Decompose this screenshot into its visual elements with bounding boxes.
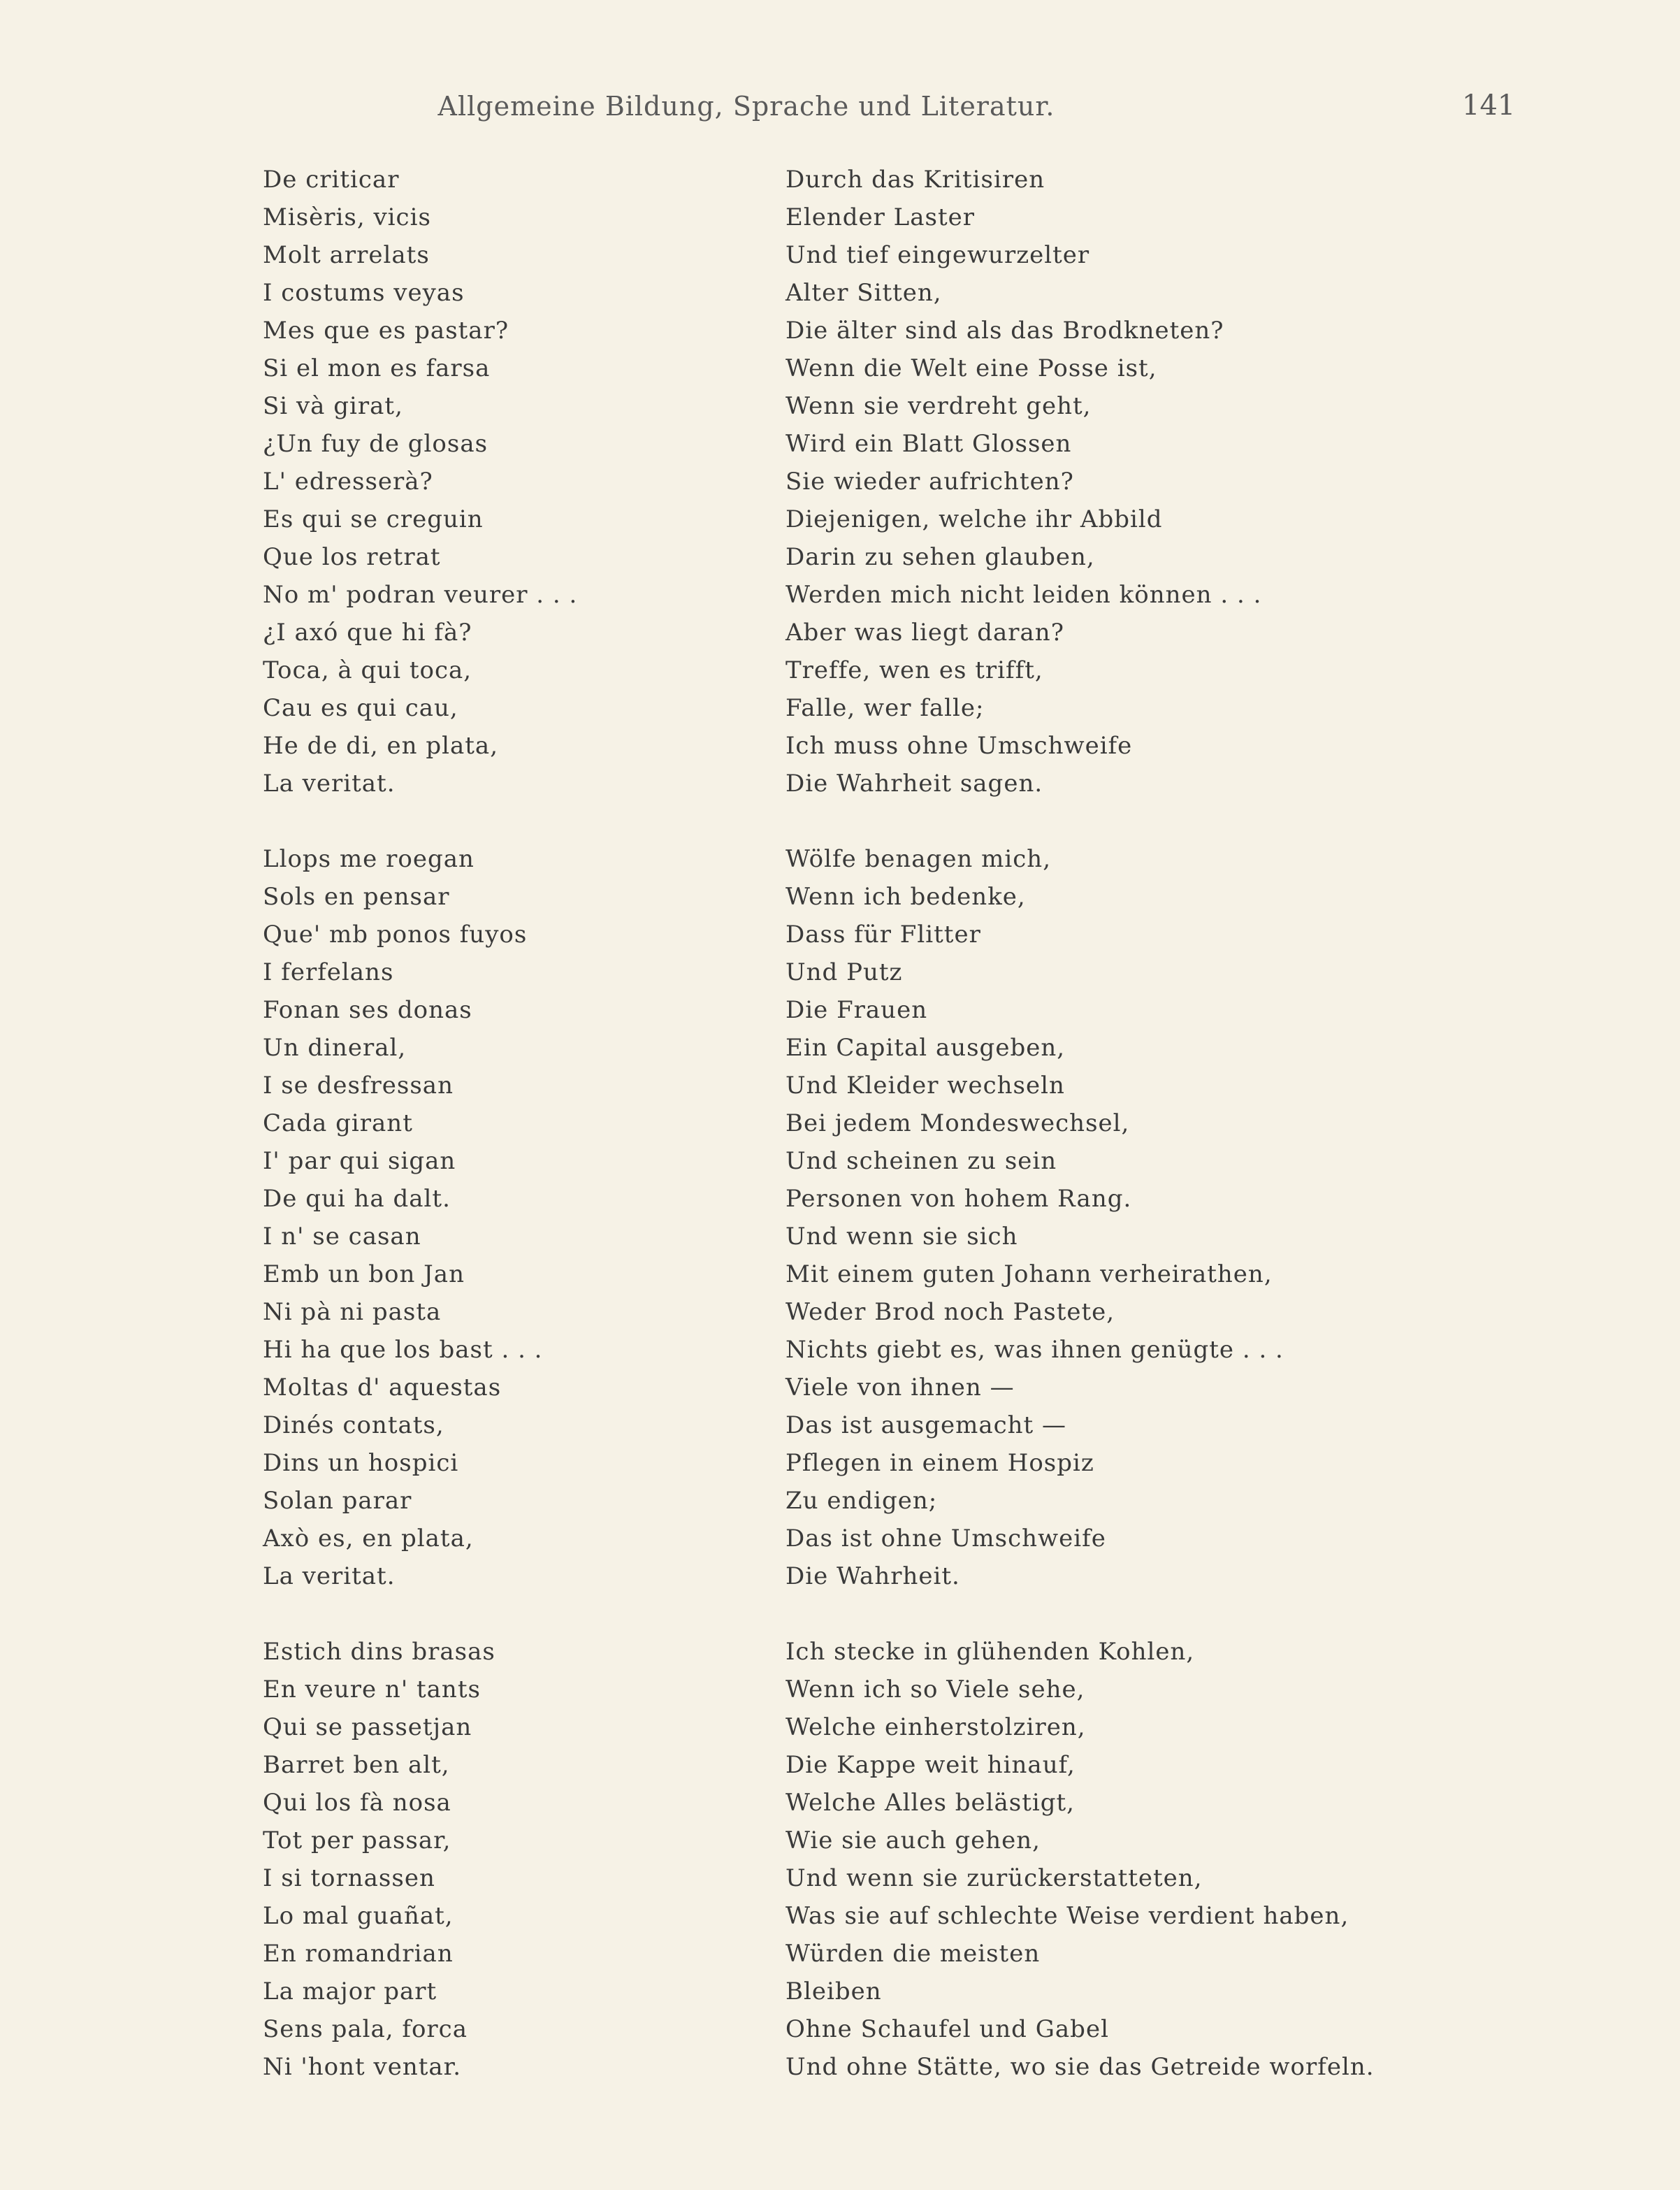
catalan-verse: Sols en pensar <box>263 883 450 911</box>
poem-stanzas <box>0 161 1680 2124</box>
german-verse: Was sie auf schlechte Weise verdient haben, <box>785 1902 1349 1930</box>
catalan-verse: Dins un hospici <box>263 1449 459 1477</box>
catalan-verse: I n' se casan <box>263 1223 421 1251</box>
verse-line <box>0 463 1680 500</box>
catalan-verse: Mes que es pastar? <box>263 317 509 345</box>
german-verse: Pflegen in einem Hospiz <box>785 1449 1094 1477</box>
verse-line <box>0 991 1680 1029</box>
german-verse: Welche Alles belästigt, <box>785 1789 1075 1817</box>
verse-line <box>0 1180 1680 1218</box>
catalan-verse: No m' podran veurer . . . <box>263 581 578 609</box>
german-verse: Bei jedem Mondeswechsel, <box>785 1109 1130 1137</box>
verse-line <box>0 1822 1680 1859</box>
verse-line <box>0 2048 1680 2086</box>
german-verse: Weder Brod noch Pastete, <box>785 1298 1115 1326</box>
catalan-verse: Qui se passetjan <box>263 1713 472 1741</box>
catalan-verse: La major part <box>263 1978 437 2005</box>
verse-line <box>0 1671 1680 1708</box>
verse-line <box>0 1142 1680 1180</box>
german-verse: Zu endigen; <box>785 1487 938 1515</box>
catalan-verse: Emb un bon Jan <box>263 1260 465 1288</box>
german-verse: Wenn ich bedenke, <box>785 883 1026 911</box>
stanza <box>0 161 1680 802</box>
german-verse: Treffe, wen es trifft, <box>785 656 1043 684</box>
catalan-verse: Moltas d' aquestas <box>263 1374 502 1402</box>
german-verse: Wölfe benagen mich, <box>785 845 1052 873</box>
catalan-verse: Toca, à qui toca, <box>263 656 472 684</box>
verse-line <box>0 1218 1680 1255</box>
verse-line <box>0 1369 1680 1406</box>
german-verse: Und tief eingewurzelter <box>785 241 1090 269</box>
german-verse: Falle, wer falle; <box>785 694 985 722</box>
german-verse: Wenn die Welt eine Posse ist, <box>785 354 1157 382</box>
catalan-verse: Sens pala, forca <box>263 2015 468 2043</box>
verse-line <box>0 1935 1680 1973</box>
verse-line <box>0 274 1680 312</box>
verse-line <box>0 1633 1680 1671</box>
german-verse: Und Kleider wechseln <box>785 1072 1065 1100</box>
page-number: 141 <box>1462 89 1516 122</box>
verse-line <box>0 689 1680 727</box>
german-verse: Die Wahrheit sagen. <box>785 770 1043 798</box>
german-verse: Wird ein Blatt Glossen <box>785 430 1072 458</box>
catalan-verse: Llops me roegan <box>263 845 475 873</box>
german-verse: Elender Laster <box>785 203 975 231</box>
catalan-verse: Si el mon es farsa <box>263 354 491 382</box>
german-verse: Das ist ausgemacht — <box>785 1411 1067 1439</box>
catalan-verse: Molt arrelats <box>263 241 430 269</box>
catalan-verse: En romandrian <box>263 1940 454 1968</box>
verse-line <box>0 1897 1680 1935</box>
verse-line <box>0 236 1680 274</box>
german-verse: Die Frauen <box>785 996 928 1024</box>
stanza <box>0 1633 1680 2086</box>
catalan-verse: ¿I axó que hi fà? <box>263 619 472 647</box>
catalan-verse: Ni pà ni pasta <box>263 1298 442 1326</box>
verse-line <box>0 1557 1680 1595</box>
catalan-verse: Estich dins brasas <box>263 1638 495 1666</box>
catalan-verse: Hi ha que los bast . . . <box>263 1336 543 1364</box>
catalan-verse: I se desfressan <box>263 1072 454 1100</box>
german-verse: Diejenigen, welche ihr Abbild <box>785 505 1163 533</box>
catalan-verse: La veritat. <box>263 770 396 798</box>
verse-line <box>0 878 1680 916</box>
catalan-verse: Cau es qui cau, <box>263 694 458 722</box>
verse-line <box>0 387 1680 425</box>
verse-line <box>0 1255 1680 1293</box>
verse-line <box>0 614 1680 651</box>
verse-line <box>0 953 1680 991</box>
verse-line <box>0 1104 1680 1142</box>
verse-line <box>0 538 1680 576</box>
german-verse: Ohne Schaufel und Gabel <box>785 2015 1109 2043</box>
catalan-verse: Que los retrat <box>263 543 441 571</box>
verse-line <box>0 1973 1680 2010</box>
catalan-verse: Qui los fà nosa <box>263 1789 451 1817</box>
german-verse: Alter Sitten, <box>785 279 942 307</box>
verse-line <box>0 1406 1680 1444</box>
verse-line <box>0 1331 1680 1369</box>
verse-line <box>0 916 1680 953</box>
verse-line <box>0 1746 1680 1784</box>
german-verse: Sie wieder aufrichten? <box>785 468 1074 496</box>
verse-line <box>0 2010 1680 2048</box>
german-verse: Wenn sie verdreht geht, <box>785 392 1092 420</box>
german-verse: Die Kappe weit hinauf, <box>785 1751 1076 1779</box>
verse-line <box>0 1482 1680 1520</box>
verse-line <box>0 1029 1680 1067</box>
catalan-verse: De qui ha dalt. <box>263 1185 451 1213</box>
verse-line <box>0 161 1680 199</box>
catalan-verse: Fonan ses donas <box>263 996 472 1024</box>
catalan-verse: De criticar <box>263 166 400 194</box>
catalan-verse: Tot per passar, <box>263 1827 451 1854</box>
verse-line <box>0 1784 1680 1822</box>
german-verse: Und scheinen zu sein <box>785 1147 1057 1175</box>
german-verse: Und wenn sie sich <box>785 1223 1018 1251</box>
german-verse: Und Putz <box>785 958 903 986</box>
verse-line <box>0 1293 1680 1331</box>
catalan-verse: I' par qui sigan <box>263 1147 456 1175</box>
catalan-verse: Misèris, vicis <box>263 203 431 231</box>
catalan-verse: I ferfelans <box>263 958 394 986</box>
catalan-verse: Solan parar <box>263 1487 412 1515</box>
verse-line <box>0 312 1680 350</box>
verse-line <box>0 765 1680 802</box>
catalan-verse: Cada girant <box>263 1109 413 1137</box>
german-verse: Die Wahrheit. <box>785 1562 960 1590</box>
german-verse: Darin zu sehen glauben, <box>785 543 1095 571</box>
catalan-verse: Lo mal guañat, <box>263 1902 454 1930</box>
german-verse: Würden die meisten <box>785 1940 1041 1968</box>
german-verse: Durch das Kritisiren <box>785 166 1045 194</box>
german-verse: Und ohne Stätte, wo sie das Getreide worfeln. <box>785 2053 1375 2081</box>
catalan-verse: Axò es, en plata, <box>263 1525 474 1553</box>
verse-line <box>0 1520 1680 1557</box>
running-title: Allgemeine Bildung, Sprache und Literatur. <box>437 91 1055 122</box>
catalan-verse: La veritat. <box>263 1562 396 1590</box>
verse-line <box>0 1708 1680 1746</box>
catalan-verse: L' edresserà? <box>263 468 433 496</box>
catalan-verse: Ni 'hont ventar. <box>263 2053 461 2081</box>
german-verse: Das ist ohne Umschweife <box>785 1525 1106 1553</box>
german-verse: Nichts giebt es, was ihnen genügte . . . <box>785 1336 1284 1364</box>
verse-line <box>0 727 1680 765</box>
german-verse: Dass für Flitter <box>785 921 981 949</box>
german-verse: Personen von hohem Rang. <box>785 1185 1132 1213</box>
catalan-verse: Un dineral, <box>263 1034 407 1062</box>
german-verse: Welche einherstolziren, <box>785 1713 1086 1741</box>
german-verse: Ein Capital ausgeben, <box>785 1034 1066 1062</box>
verse-line <box>0 1444 1680 1482</box>
verse-line <box>0 1067 1680 1104</box>
catalan-verse: Que' mb ponos fuyos <box>263 921 528 949</box>
catalan-verse: He de di, en plata, <box>263 732 499 760</box>
german-verse: Ich muss ohne Umschweife <box>785 732 1133 760</box>
catalan-verse: I costums veyas <box>263 279 465 307</box>
german-verse: Die älter sind als das Brodkneten? <box>785 317 1224 345</box>
german-verse: Mit einem guten Johann verheirathen, <box>785 1260 1273 1288</box>
german-verse: Bleiben <box>785 1978 882 2005</box>
verse-line <box>0 840 1680 878</box>
catalan-verse: En veure n' tants <box>263 1676 481 1703</box>
german-verse: Wenn ich so Viele sehe, <box>785 1676 1085 1703</box>
verse-line <box>0 425 1680 463</box>
catalan-verse: I si tornassen <box>263 1864 435 1892</box>
german-verse: Viele von ihnen — <box>785 1374 1015 1402</box>
catalan-verse: Es qui se creguin <box>263 505 484 533</box>
page-header <box>0 87 1680 136</box>
catalan-verse: Barret ben alt, <box>263 1751 450 1779</box>
verse-line <box>0 350 1680 387</box>
verse-line <box>0 500 1680 538</box>
german-verse: Werden mich nicht leiden können . . . <box>785 581 1262 609</box>
catalan-verse: Dinés contats, <box>263 1411 444 1439</box>
verse-line <box>0 651 1680 689</box>
verse-line <box>0 576 1680 614</box>
catalan-verse: Si và girat, <box>263 392 403 420</box>
verse-line <box>0 199 1680 236</box>
german-verse: Wie sie auch gehen, <box>785 1827 1041 1854</box>
german-verse: Aber was liegt daran? <box>785 619 1064 647</box>
stanza <box>0 840 1680 1595</box>
german-verse: Ich stecke in glühenden Kohlen, <box>785 1638 1195 1666</box>
verse-line <box>0 1859 1680 1897</box>
german-verse: Und wenn sie zurückerstatteten, <box>785 1864 1203 1892</box>
catalan-verse: ¿Un fuy de glosas <box>263 430 488 458</box>
